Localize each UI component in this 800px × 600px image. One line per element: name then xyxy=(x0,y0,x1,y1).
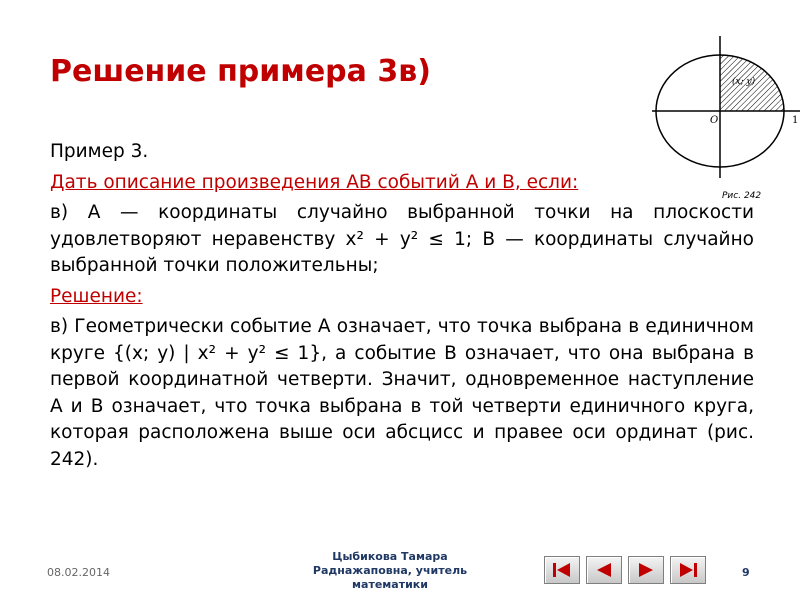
footer-date: 08.02.2014 xyxy=(47,566,110,579)
origin-label: O xyxy=(710,115,719,126)
example-heading: Пример 3. xyxy=(50,141,149,162)
figure-caption: Рис. 242 xyxy=(722,191,762,201)
slide-navigation xyxy=(544,556,706,584)
previous-slide-icon xyxy=(592,560,616,580)
last-slide-icon xyxy=(676,560,700,580)
first-slide-button[interactable] xyxy=(544,556,580,584)
author-line-1: Цыбикова Тамара xyxy=(332,550,448,563)
next-slide-icon xyxy=(634,560,658,580)
last-slide-button[interactable] xyxy=(670,556,706,584)
next-slide-button[interactable] xyxy=(628,556,664,584)
page-title: Решение примера 3в) xyxy=(50,54,431,89)
footer-author xyxy=(295,550,485,592)
solution-label: Решение: xyxy=(50,285,143,307)
slide-content xyxy=(50,139,754,473)
solution-text: в) Геометрически событие A означает, что точка выбрана в единичном круге {(x; y) | x² + y² ≤ 1}, а событие B означает, что она выбрана в первой координатной четверти. Значит, одновременное наступление A и B означает, что точка выбрана в той четверти единичного круга, которая расположена выше оси абсцисс и правее оси ординат (рис. 242). xyxy=(50,316,754,470)
author-line-2: Раднажаповна, учитель xyxy=(312,564,468,577)
author-line-3: математики xyxy=(352,578,428,591)
condition-text: в) A — координаты случайно выбранной точки на плоскости удовлетворяют неравенству x² + y² ≤ 1; B — координаты случайно выбранной точки положительны; xyxy=(50,202,754,276)
page-number: 9 xyxy=(742,566,750,579)
point-label: (x; y) xyxy=(732,77,756,87)
previous-slide-button[interactable] xyxy=(586,556,622,584)
first-slide-icon xyxy=(550,560,574,580)
axis-one-label: 1 xyxy=(792,115,799,126)
task-statement: Дать описание произведения AB событий A и B, если: xyxy=(50,171,579,193)
